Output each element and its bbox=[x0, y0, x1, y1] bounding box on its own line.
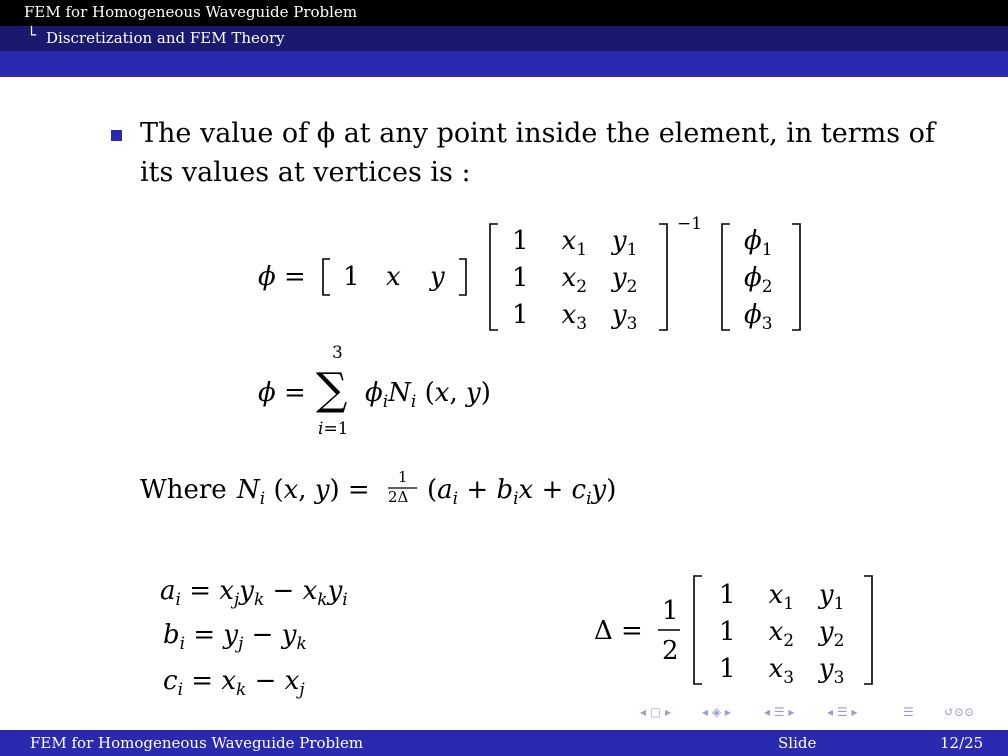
footer-bar bbox=[0, 730, 1008, 756]
shape-function-fraction-num: 1 bbox=[398, 468, 408, 486]
delta-lhs: Δ = bbox=[594, 616, 643, 646]
det-row-1: 1 $x_1$ $y_1$ bbox=[719, 580, 845, 614]
presentation-title: FEM for Homogeneous Waveguide Problem bbox=[24, 3, 358, 21]
sum-term: $\phi_iN_i$ (x, y) bbox=[365, 378, 491, 412]
matrix-row-3: 1 $x_3$ $y_3$ bbox=[512, 300, 638, 334]
nav-subsection-icon[interactable]: ◂ ◈ ▸ bbox=[702, 705, 731, 719]
bullet-text: The value of ϕ at any point inside the element, in terms of its values at vertices is : bbox=[140, 118, 935, 188]
delta-fraction-den: 2 bbox=[662, 636, 679, 666]
footer-slide-label: Slide bbox=[778, 734, 817, 752]
equation-phi-sum-lhs: ϕ = bbox=[258, 378, 306, 408]
section-title: Discretization and FEM Theory bbox=[46, 29, 285, 47]
phi-vector-3: $\phi_3$ bbox=[744, 300, 773, 334]
shape-function-def: $N_i$ (x, y) = bbox=[237, 475, 370, 509]
shape-function-fraction-den: 2Δ bbox=[388, 488, 409, 506]
shape-function-term: $(a_i + b_ix + c_iy)$ bbox=[427, 475, 617, 509]
nav-toc-icon[interactable]: ☰ bbox=[903, 705, 914, 719]
row-vector-x: x bbox=[386, 262, 401, 292]
matrix-row-2: 1 $x_2$ $y_2$ bbox=[512, 263, 638, 297]
coefficient-c: $c_i = x_k - x_j$ bbox=[163, 666, 305, 700]
sum-symbol: ∑ bbox=[316, 364, 348, 415]
equation-phi-matrix-lhs: ϕ = bbox=[258, 262, 306, 292]
matrix-inverse-exponent: −1 bbox=[677, 214, 703, 234]
nav-search-icon[interactable]: ↺⊙⊙ bbox=[944, 705, 975, 719]
phi-vector-1: $\phi_1$ bbox=[744, 226, 773, 260]
det-row-2: 1 $x_2$ $y_2$ bbox=[719, 617, 845, 651]
footer-page-number: 12/25 bbox=[940, 734, 984, 752]
section-corner-icon: └ bbox=[27, 26, 37, 44]
sum-upper-limit: 3 bbox=[332, 343, 343, 363]
coefficient-a: $a_i = x_jy_k - x_ky_i$ bbox=[160, 576, 348, 610]
matrix-row-1: 1 $x_1$ $y_1$ bbox=[512, 226, 638, 260]
sum-lower-limit: i=1 bbox=[318, 419, 349, 439]
nav-section-icon[interactable]: ◂ ☰ ▸ bbox=[764, 705, 795, 719]
det-row-3: 1 $x_3$ $y_3$ bbox=[719, 654, 845, 688]
row-vector-1: 1 bbox=[343, 262, 360, 292]
coefficient-b: $b_i = y_j - y_k$ bbox=[163, 620, 307, 654]
delta-fraction-num: 1 bbox=[662, 596, 679, 626]
footer-title: FEM for Homogeneous Waveguide Problem bbox=[30, 734, 364, 752]
row-vector-y: y bbox=[430, 262, 445, 292]
phi-vector-2: $\phi_2$ bbox=[744, 263, 773, 297]
nav-frame-back-icon[interactable]: ◂ ▢ ▸ bbox=[640, 705, 672, 719]
where-label: Where bbox=[140, 475, 227, 505]
nav-subsection-list-icon[interactable]: ◂ ☰ ▸ bbox=[827, 705, 858, 719]
